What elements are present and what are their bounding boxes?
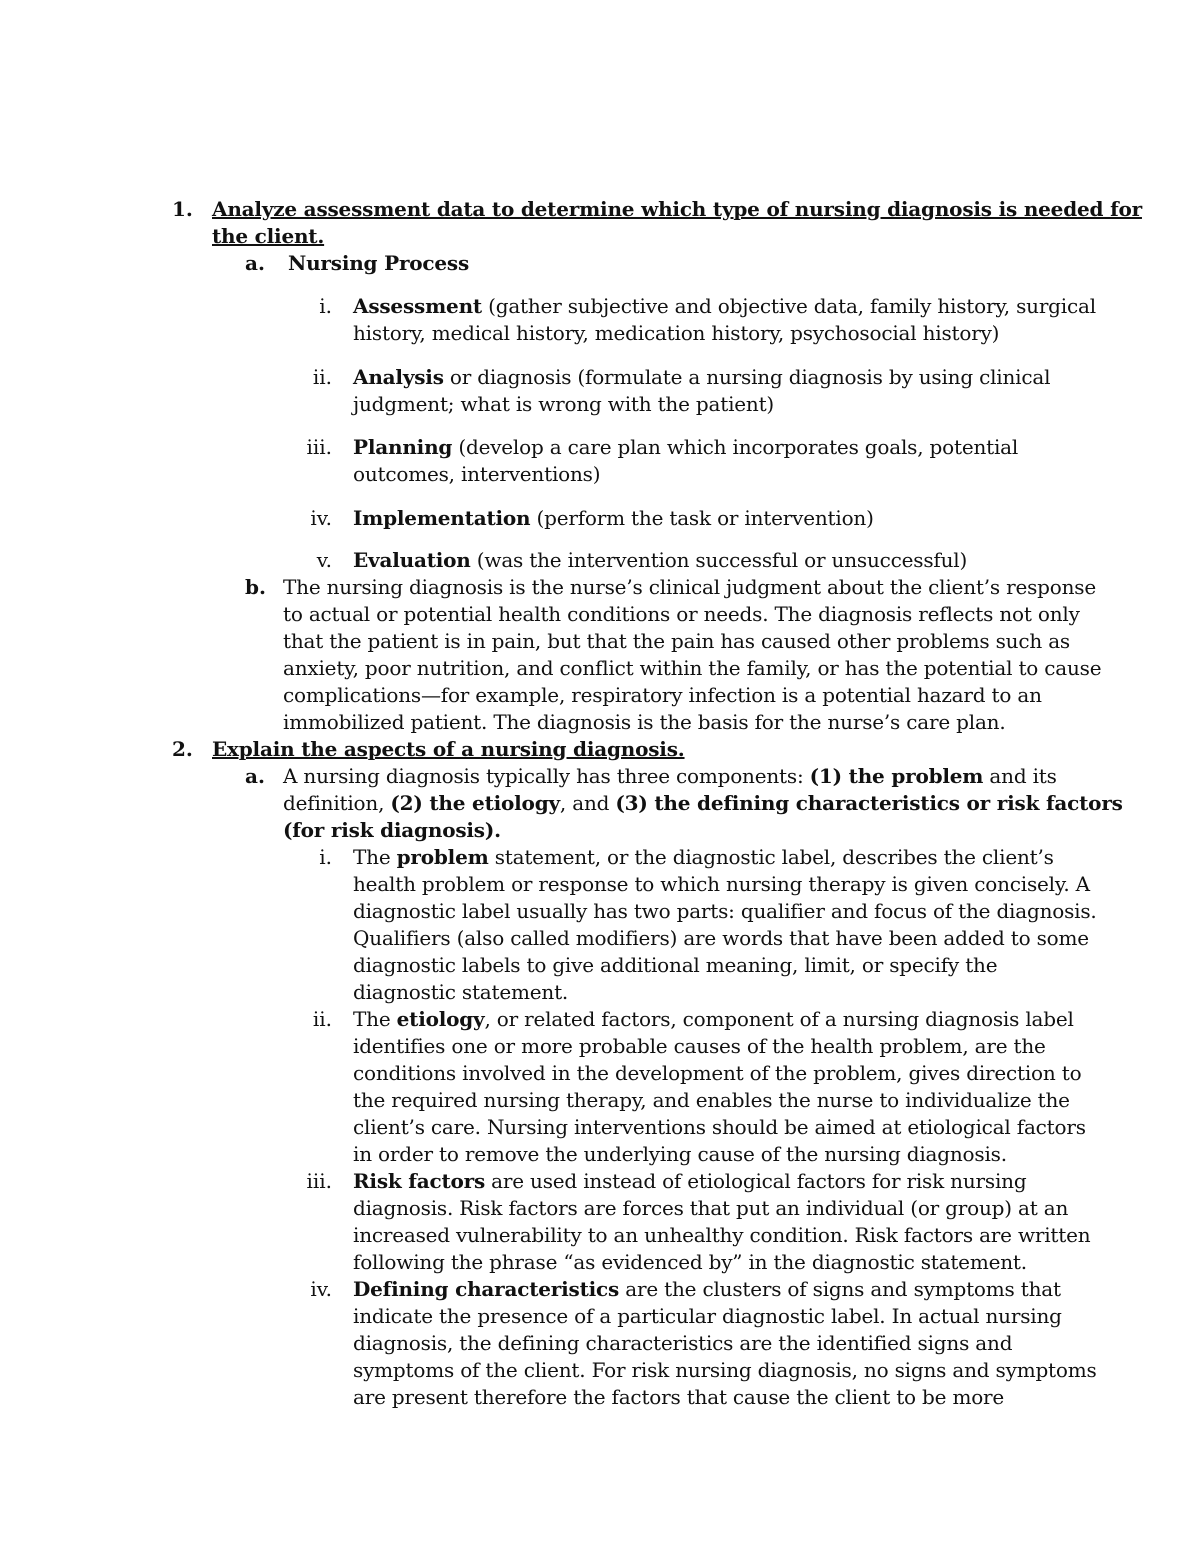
- nursing-process-heading: Nursing Process: [288, 251, 470, 275]
- paragraph-b-line: anxiety, poor nutrition, and conflict within the family, or has the potential to cause: [283, 656, 1102, 680]
- paragraph-b-line: immobilized patient. The diagnosis is the basis for the nurse’s care plan.: [283, 710, 1006, 734]
- risk-factors-line: diagnosis. Risk factors are forces that put an individual (or group) at an: [353, 1196, 1069, 1220]
- roman-numeral-iii-2: iii.: [306, 1169, 332, 1193]
- list-letter-b: b.: [245, 575, 266, 599]
- roman-numeral-ii: ii.: [312, 365, 332, 389]
- risk-factors-term: Risk factors: [353, 1169, 486, 1193]
- evaluation-term: Evaluation: [353, 548, 471, 572]
- roman-numeral-v: v.: [316, 548, 332, 572]
- assessment-term: Assessment: [353, 294, 482, 318]
- list-number-1: 1.: [172, 197, 193, 221]
- components-line-2: definition, (2) the etiology, and (3) the defining characteristics or risk factors: [283, 791, 1123, 815]
- problem-line-1: The problem statement, or the diagnostic label, describes the client’s: [353, 845, 1054, 869]
- risk-factors-line: increased vulnerability to an unhealthy condition. Risk factors are written: [353, 1223, 1091, 1247]
- implementation-term: Implementation: [353, 506, 531, 530]
- analysis-line-1: Analysis or diagnosis (formulate a nursing diagnosis by using clinical: [353, 365, 1051, 389]
- defining-characteristics-term: Defining characteristics: [353, 1277, 620, 1301]
- assessment-line-1: Assessment (gather subjective and objective data, family history, surgical: [353, 294, 1096, 318]
- etiology-line: client’s care. Nursing interventions should be aimed at etiological factors: [353, 1115, 1086, 1139]
- components-line-3: (for risk diagnosis).: [283, 818, 501, 842]
- roman-numeral-i-2: i.: [319, 845, 332, 869]
- defining-characteristics-line: symptoms of the client. For risk nursing diagnosis, no signs and symptoms: [353, 1358, 1097, 1382]
- assessment-line-2: history, medical history, medication history, psychosocial history): [353, 321, 1000, 345]
- problem-line: diagnostic statement.: [353, 980, 569, 1004]
- planning-line-2: outcomes, interventions): [353, 462, 601, 486]
- defining-characteristics-line-1: Defining characteristics are the clusters of signs and symptoms that: [353, 1277, 1061, 1301]
- etiology-line-1: The etiology, or related factors, component of a nursing diagnosis label: [353, 1007, 1074, 1031]
- analysis-term: Analysis: [353, 365, 444, 389]
- evaluation-line: Evaluation (was the intervention successful or unsuccessful): [353, 548, 968, 572]
- problem-term: problem: [396, 845, 489, 869]
- paragraph-b-line: complications—for example, respiratory infection is a potential hazard to an: [283, 683, 1042, 707]
- problem-line: diagnostic label usually has two parts: qualifier and focus of the diagnosis.: [353, 899, 1097, 923]
- roman-numeral-iii: iii.: [306, 435, 332, 459]
- roman-numeral-ii-2: ii.: [312, 1007, 332, 1031]
- risk-factors-line: following the phrase “as evidenced by” in the diagnostic statement.: [353, 1250, 1027, 1274]
- roman-numeral-iv-2: iv.: [310, 1277, 332, 1301]
- etiology-line: identifies one or more probable causes of the health problem, are the: [353, 1034, 1046, 1058]
- components-line-1: A nursing diagnosis typically has three components: (1) the problem and its: [283, 764, 1057, 788]
- roman-numeral-i: i.: [319, 294, 332, 318]
- list-letter-a: a.: [245, 251, 265, 275]
- etiology-line: conditions involved in the development of the problem, gives direction to: [353, 1061, 1082, 1085]
- problem-line: Qualifiers (also called modifiers) are words that have been added to some: [353, 926, 1089, 950]
- paragraph-b-line: that the patient is in pain, but that the pain has caused other problems such as: [283, 629, 1070, 653]
- q1-title-line-1: Analyze assessment data to determine which type of nursing diagnosis is needed for: [212, 197, 1142, 221]
- etiology-line: the required nursing therapy, and enables the nurse to individualize the: [353, 1088, 1070, 1112]
- planning-term: Planning: [353, 435, 453, 459]
- q1-title-line-2: the client.: [212, 224, 325, 248]
- analysis-line-2: judgment; what is wrong with the patient): [353, 392, 775, 416]
- etiology-line: in order to remove the underlying cause of the nursing diagnosis.: [353, 1142, 1007, 1166]
- defining-characteristics-line: are present therefore the factors that cause the client to be more: [353, 1385, 1005, 1409]
- implementation-line: Implementation (perform the task or intervention): [353, 506, 874, 530]
- q2-title: Explain the aspects of a nursing diagnosis.: [212, 737, 685, 761]
- list-letter-a-2: a.: [245, 764, 265, 788]
- etiology-term: etiology: [396, 1007, 485, 1031]
- defining-characteristics-line: indicate the presence of a particular diagnostic label. In actual nursing: [353, 1304, 1062, 1328]
- problem-line: diagnostic labels to give additional meaning, limit, or specify the: [353, 953, 998, 977]
- paragraph-b-line: to actual or potential health conditions or needs. The diagnosis reflects not only: [283, 602, 1080, 626]
- roman-numeral-iv: iv.: [310, 506, 332, 530]
- paragraph-b-line: The nursing diagnosis is the nurse’s clinical judgment about the client’s response: [283, 575, 1096, 599]
- risk-factors-line-1: Risk factors are used instead of etiological factors for risk nursing: [353, 1169, 1027, 1193]
- list-number-2: 2.: [172, 737, 193, 761]
- defining-characteristics-line: diagnosis, the defining characteristics are the identified signs and: [353, 1331, 1013, 1355]
- problem-line: health problem or response to which nursing therapy is given concisely. A: [353, 872, 1090, 896]
- planning-line-1: Planning (develop a care plan which incorporates goals, potential: [353, 435, 1019, 459]
